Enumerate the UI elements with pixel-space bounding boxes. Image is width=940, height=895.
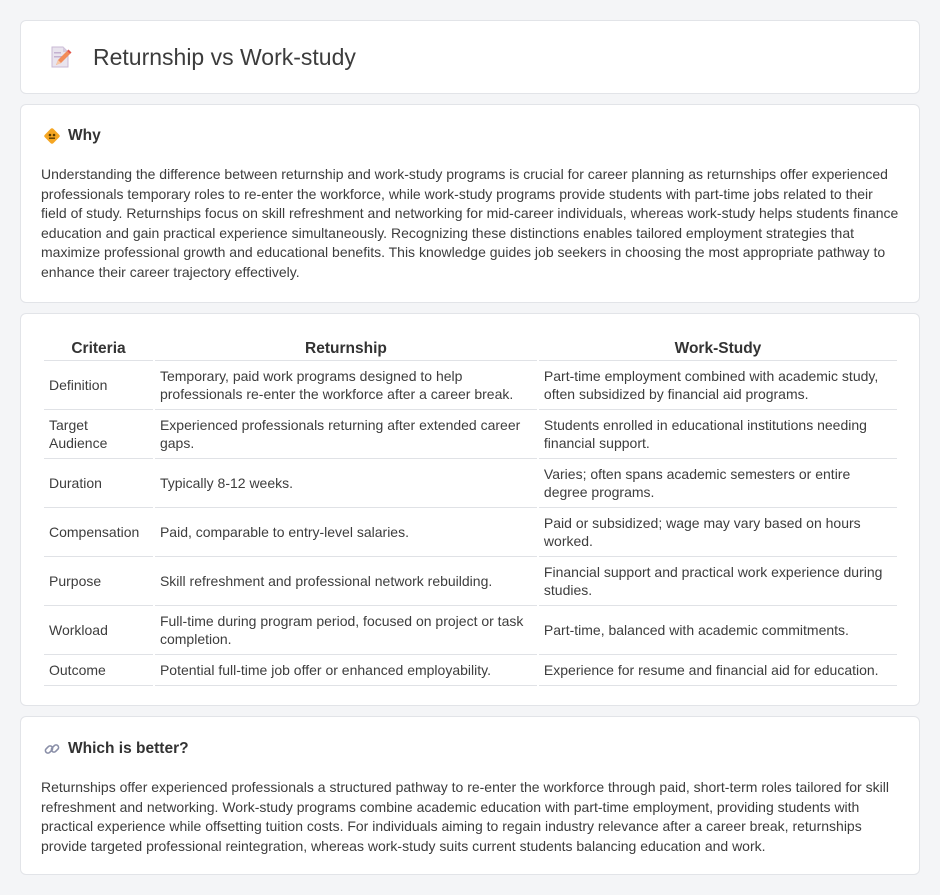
criteria-cell: Purpose: [44, 557, 153, 606]
why-heading-row: [43, 127, 101, 145]
table-row: [44, 606, 897, 655]
criteria-cell: Definition: [44, 361, 153, 410]
title-card: [20, 20, 920, 94]
table-row: [44, 361, 897, 410]
work-study-cell: Experience for resume and financial aid for education.: [539, 655, 897, 686]
returnship-cell: Experienced professionals returning after extended career gaps.: [155, 410, 537, 459]
returnship-cell: Full-time during program period, focused on project or task completion.: [155, 606, 537, 655]
table-row: [44, 557, 897, 606]
returnship-cell: Temporary, paid work programs designed to help professionals re-enter the workforce after a career break.: [155, 361, 537, 410]
criteria-cell: Duration: [44, 459, 153, 508]
table-row: [44, 410, 897, 459]
column-header: Returnship: [155, 335, 537, 361]
criteria-cell: Outcome: [44, 655, 153, 686]
table-row: [44, 655, 897, 686]
criteria-cell: Target Audience: [44, 410, 153, 459]
comparison-table: [42, 335, 899, 686]
criteria-cell: Workload: [44, 606, 153, 655]
why-section: [20, 104, 920, 303]
work-study-cell: Varies; often spans academic semesters or entire degree programs.: [539, 459, 897, 508]
page-title: Returnship vs Work-study: [93, 43, 356, 70]
work-study-cell: Paid or subsidized; wage may vary based on hours worked.: [539, 508, 897, 557]
why-heading: Why: [68, 127, 101, 144]
diamond-sign-icon: [43, 127, 61, 145]
better-text: Returnships offer experienced professionals a structured pathway to re-enter the workforce through paid, short-term roles tailored for skill refreshment and networking. Work-study programs combine academic education with part-time employment, providing students with practical experience while offsetting tuition costs. For individuals aiming to regain industry relevance after a career break, returnships provide targeted professional reintegration, whereas work-study suits current students balancing education and work.: [41, 779, 889, 854]
better-heading: Which is better?: [68, 740, 189, 757]
link-icon: [43, 740, 61, 758]
work-study-cell: Part-time, balanced with academic commitments.: [539, 606, 897, 655]
returnship-cell: Skill refreshment and professional network rebuilding.: [155, 557, 537, 606]
why-text: Understanding the difference between returnship and work-study programs is crucial for career planning as returnships offer experienced professionals temporary roles to re-enter the workforce, while work-study programs provide students with part-time jobs related to their field of study. Returnships focus on skill refreshment and networking for mid-career individuals, whereas work-study helps students finance education and gain practical experience simultaneously. Recognizing these distinctions enables tailored employment strategies that maximize professional growth and educational benefits. This knowledge guides job seekers in choosing the most appropriate pathway to enhance their career trajectory effectively.: [41, 166, 899, 280]
better-heading-row: [43, 740, 189, 758]
returnship-cell: Potential full-time job offer or enhanced employability.: [155, 655, 537, 686]
table-row: [44, 459, 897, 508]
comparison-card: [20, 313, 920, 706]
document-pencil-icon: [47, 44, 73, 70]
work-study-cell: Financial support and practical work experience during studies.: [539, 557, 897, 606]
criteria-cell: Compensation: [44, 508, 153, 557]
returnship-cell: Paid, comparable to entry-level salaries.: [155, 508, 537, 557]
work-study-cell: Part-time employment combined with academic study, often subsidized by financial aid programs.: [539, 361, 897, 410]
table-row: [44, 508, 897, 557]
work-study-cell: Students enrolled in educational institutions needing financial support.: [539, 410, 897, 459]
table-header-row: [44, 335, 897, 361]
column-header: Work-Study: [539, 335, 897, 361]
which-better-section: [20, 716, 920, 875]
returnship-cell: Typically 8-12 weeks.: [155, 459, 537, 508]
column-header: Criteria: [44, 335, 153, 361]
